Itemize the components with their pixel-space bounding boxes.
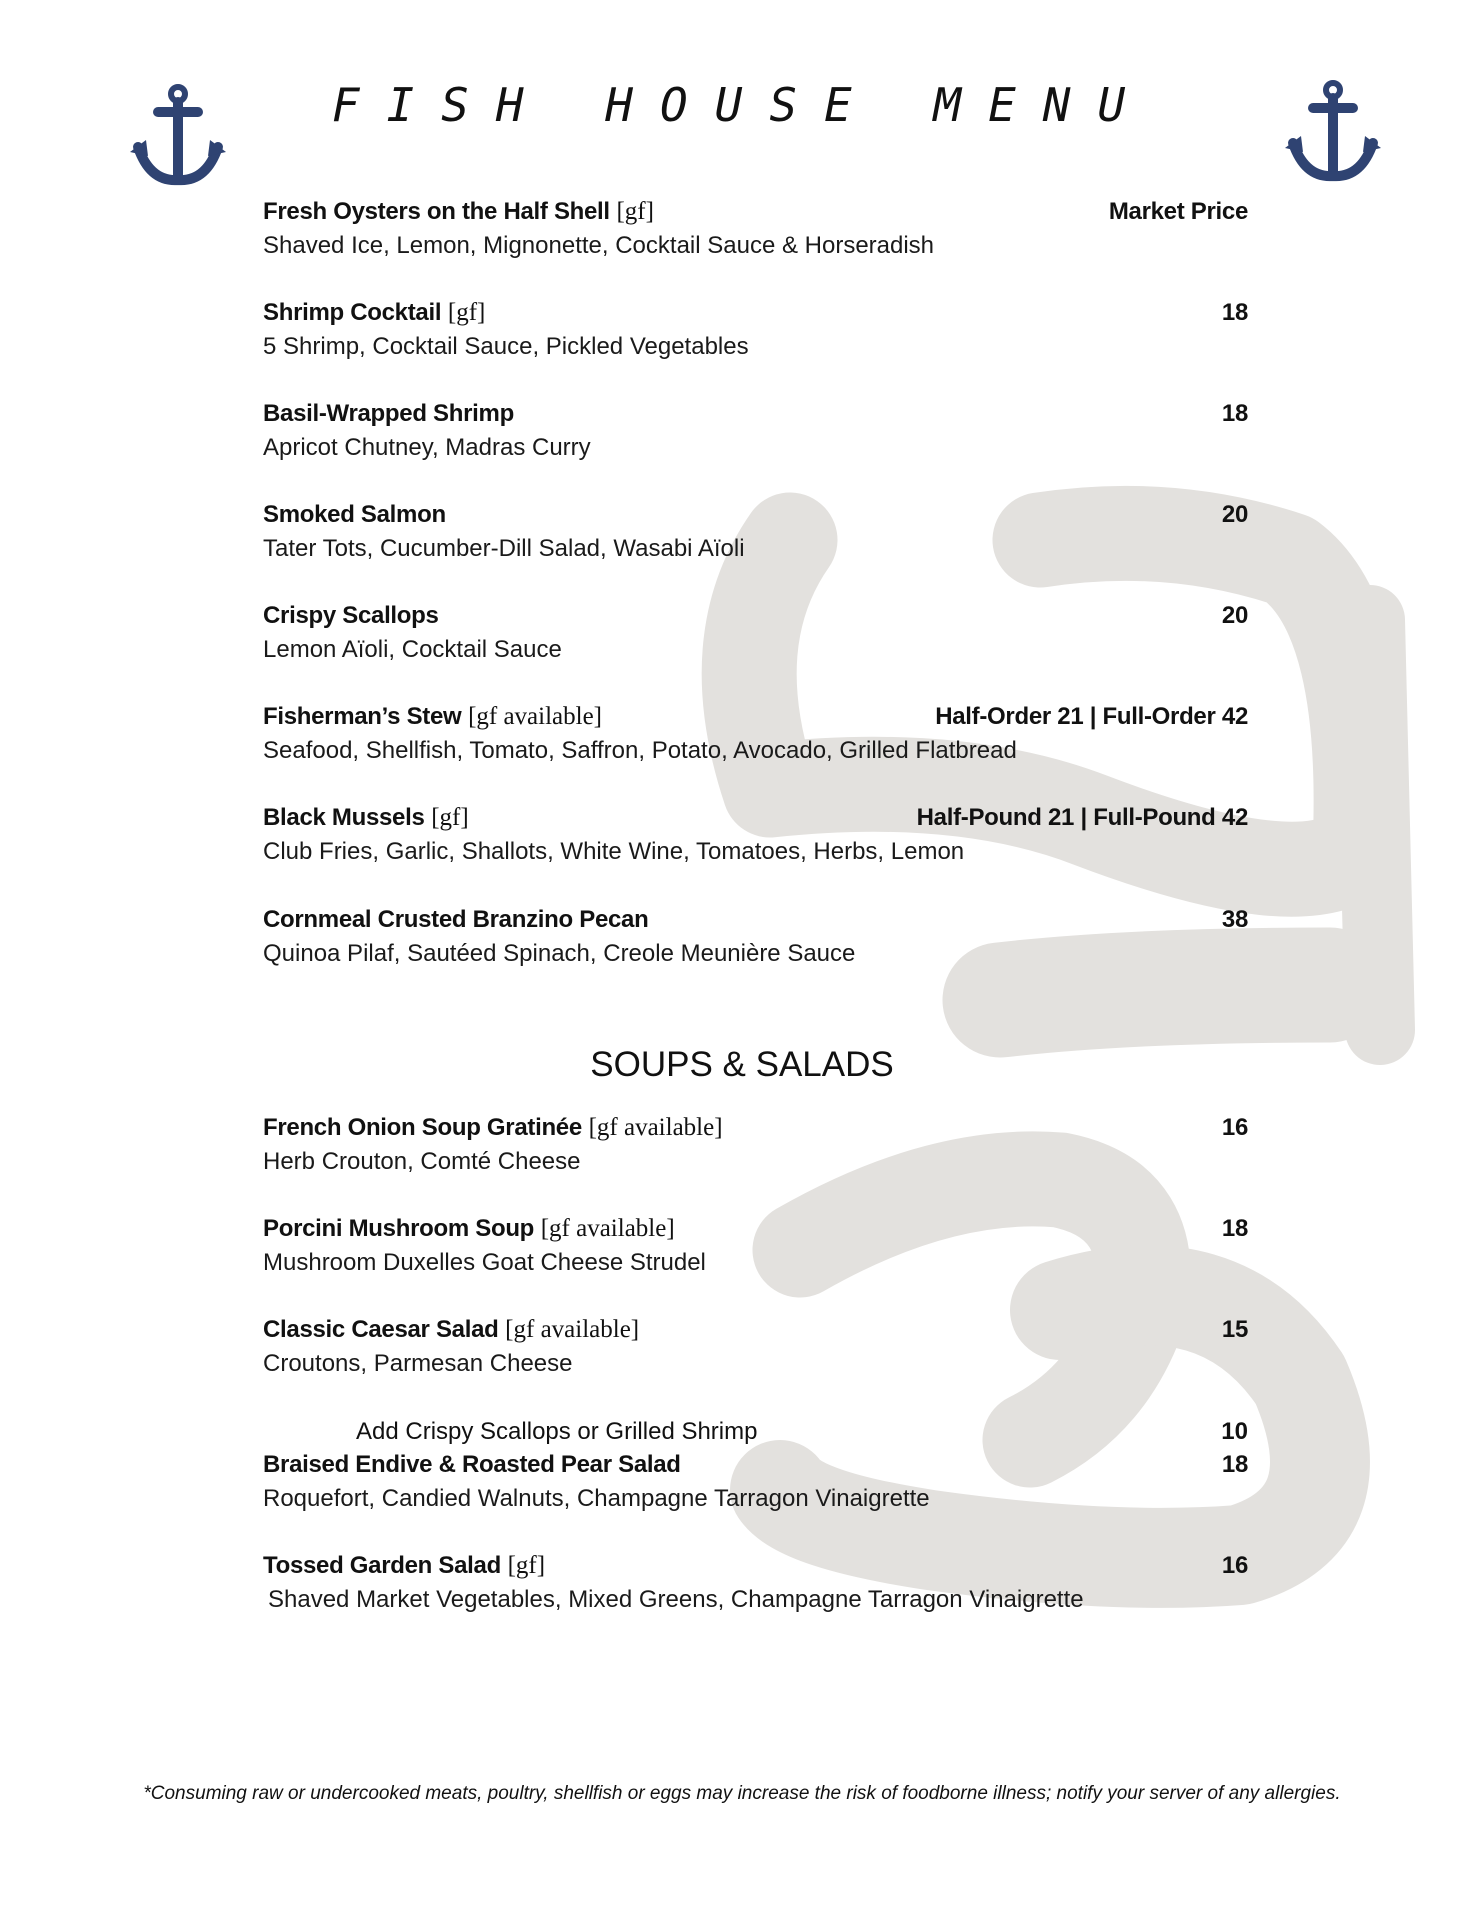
item-tag: [gf] [431,804,469,831]
menu-item [263,701,1248,773]
section-title-soups-salads: SOUPS & SALADS [590,1045,894,1084]
anchor-icon [1283,78,1383,188]
menu-item [263,1112,1248,1184]
item-price: 20 [1221,501,1248,528]
item-description: Tater Tots, Cucumber-Dill Salad, Wasabi Aïoli [263,535,745,562]
item-price: 16 [1221,1552,1248,1579]
item-tag: [gf] [507,1552,546,1579]
item-price: 16 [1221,1114,1248,1141]
menu-item [263,1314,1248,1454]
item-name: French Onion Soup Gratinée [263,1114,582,1141]
item-name: Tossed Garden Salad [263,1552,501,1579]
anchor-icon [128,82,228,192]
item-name: Crispy Scallops [263,602,439,629]
item-name: Fresh Oysters on the Half Shell [263,198,610,225]
item-tag: [gf available] [468,703,603,730]
menu-item [263,499,1248,571]
item-description: 5 Shrimp, Cocktail Sauce, Pickled Vegetables [263,333,749,360]
item-description: Quinoa Pilaf, Sautéed Spinach, Creole Meunière Sauce [263,940,856,967]
menu-title: FISH HOUSE MENU [331,78,1153,132]
item-name: Porcini Mushroom Soup [263,1215,535,1242]
allergy-disclaimer: *Consuming raw or undercooked meats, poultry, shellfish or eggs may increase the risk of foodborne illness; notify your server of any allergies. [143,1783,1341,1804]
item-description: Mushroom Duxelles Goat Cheese Strudel [263,1249,706,1276]
menu-item [263,398,1248,470]
item-description: Roquefort, Candied Walnuts, Champagne Tarragon Vinaigrette [263,1485,930,1512]
menu-item [263,1213,1248,1285]
item-description: Seafood, Shellfish, Tomato, Saffron, Potato, Avocado, Grilled Flatbread [263,737,1017,764]
menu-item [263,196,1248,268]
item-tag: [gf] [616,198,654,225]
item-price: 20 [1221,602,1248,629]
item-name: Classic Caesar Salad [263,1316,499,1343]
item-price: Half-Pound 21 | Full-Pound 42 [916,804,1248,831]
item-addon: Add Crispy Scallops or Grilled Shrimp [356,1418,758,1445]
item-description: Croutons, Parmesan Cheese [263,1350,573,1377]
item-price: 38 [1221,906,1248,933]
item-description: Shaved Market Vegetables, Mixed Greens, Champagne Tarragon Vinaigrette [268,1586,1084,1613]
item-price: 18 [1221,1451,1248,1478]
item-price: 18 [1221,1215,1248,1242]
menu-item [263,802,1248,874]
item-name: Black Mussels [263,804,425,831]
item-tag: [gf available] [505,1316,640,1343]
menu-item [263,1550,1248,1622]
item-name: Braised Endive & Roasted Pear Salad [263,1451,681,1478]
item-tag: [gf] [447,299,486,326]
item-tag: [gf available] [540,1215,675,1242]
item-description: Shaved Ice, Lemon, Mignonette, Cocktail Sauce & Horseradish [263,232,935,259]
item-price: Market Price [1108,198,1248,225]
item-description: Club Fries, Garlic, Shallots, White Wine, Tomatoes, Herbs, Lemon [263,838,965,865]
item-price: Half-Order 21 | Full-Order 42 [935,703,1248,730]
item-name: Smoked Salmon [263,501,446,528]
item-description: Herb Crouton, Comté Cheese [263,1148,581,1175]
item-tag: [gf available] [588,1114,723,1141]
item-addon-price: 10 [1221,1418,1248,1445]
item-name: Fisherman’s Stew [263,703,462,730]
menu-item [263,297,1248,369]
item-name: Basil-Wrapped Shrimp [263,400,514,427]
item-price: 15 [1221,1316,1248,1343]
menu-item [263,1449,1248,1521]
item-price: 18 [1221,400,1248,427]
item-description: Lemon Aïoli, Cocktail Sauce [263,636,562,663]
menu-item [263,904,1248,976]
menu-item [263,600,1248,672]
item-description: Apricot Chutney, Madras Curry [263,434,591,461]
item-name: Cornmeal Crusted Branzino Pecan [263,906,649,933]
item-price: 18 [1221,299,1248,326]
item-name: Shrimp Cocktail [263,299,442,326]
